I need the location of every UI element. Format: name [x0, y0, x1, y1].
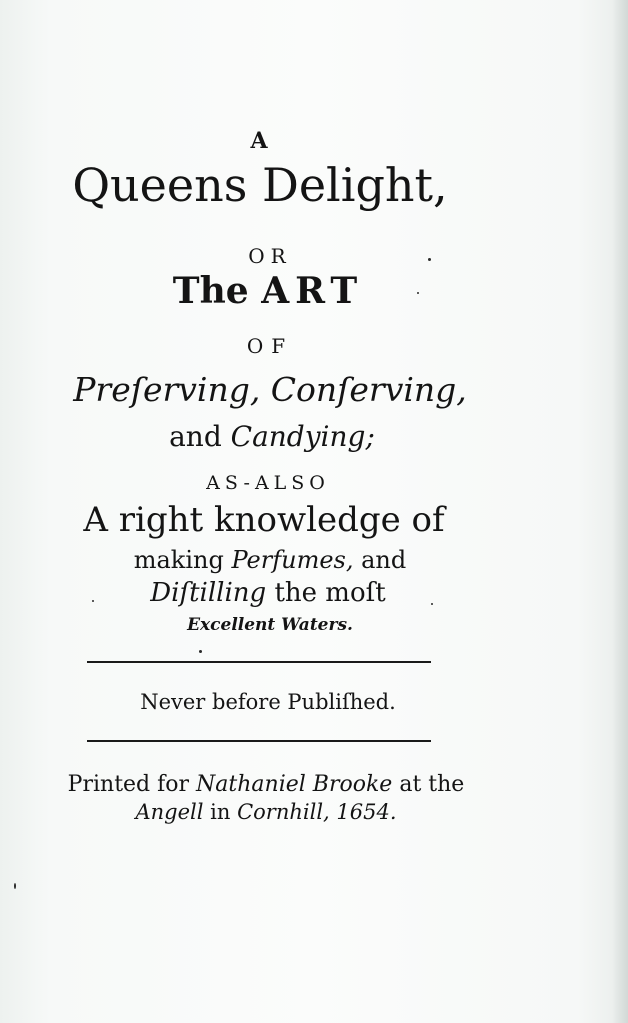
- perfumes-word: Perfumes,: [231, 546, 354, 574]
- in-word: in: [210, 800, 231, 824]
- excellent-waters-line: Excellent Waters.: [187, 615, 353, 635]
- cornhill-word: Cornhill,: [237, 800, 330, 824]
- page-edge-shadow: [612, 0, 628, 1023]
- distilling-line: [8, 578, 528, 608]
- distilling-word: Diſtilling: [150, 578, 267, 608]
- book-title: Queens Delight,: [72, 158, 448, 212]
- making-word: making: [133, 546, 224, 574]
- title-article: A: [250, 128, 270, 154]
- right-knowledge-line: A right knowledge of: [83, 500, 445, 540]
- and-word: and: [169, 420, 222, 453]
- ink-speck: [428, 258, 431, 261]
- never-published-line: Never before Publiſhed.: [140, 690, 396, 714]
- and-word-2: and: [361, 546, 407, 574]
- of-line: OF: [246, 334, 294, 358]
- candying-line: [12, 420, 532, 453]
- the-most-words: the moſt: [274, 578, 386, 608]
- ink-speck: [199, 650, 202, 653]
- art-word: ART: [261, 270, 364, 312]
- the-art-line: [8, 270, 528, 312]
- printed-for-text: Printed for: [67, 772, 190, 797]
- at-the-text: at the: [399, 772, 465, 797]
- ink-speck: [14, 883, 16, 889]
- year: 1654.: [336, 800, 397, 824]
- perfumes-line: [10, 546, 530, 574]
- angell-word: Angell: [135, 800, 204, 824]
- or-divider: OR: [248, 244, 292, 268]
- horizontal-rule-bottom: [87, 740, 431, 742]
- ink-speck: [431, 603, 433, 605]
- imprint-line-2: [6, 800, 526, 824]
- the-word: The: [172, 270, 249, 312]
- candying-word: Candying;: [230, 420, 375, 453]
- ink-speck: [417, 292, 419, 294]
- horizontal-rule-top: [87, 661, 431, 663]
- preserving-line: Preſerving, Conſerving,: [73, 370, 467, 409]
- as-also-line: AS-ALSO: [206, 472, 330, 494]
- ink-speck: [92, 600, 94, 602]
- printer-name: Nathaniel Brooke: [196, 772, 393, 797]
- imprint-line-1: [6, 772, 526, 797]
